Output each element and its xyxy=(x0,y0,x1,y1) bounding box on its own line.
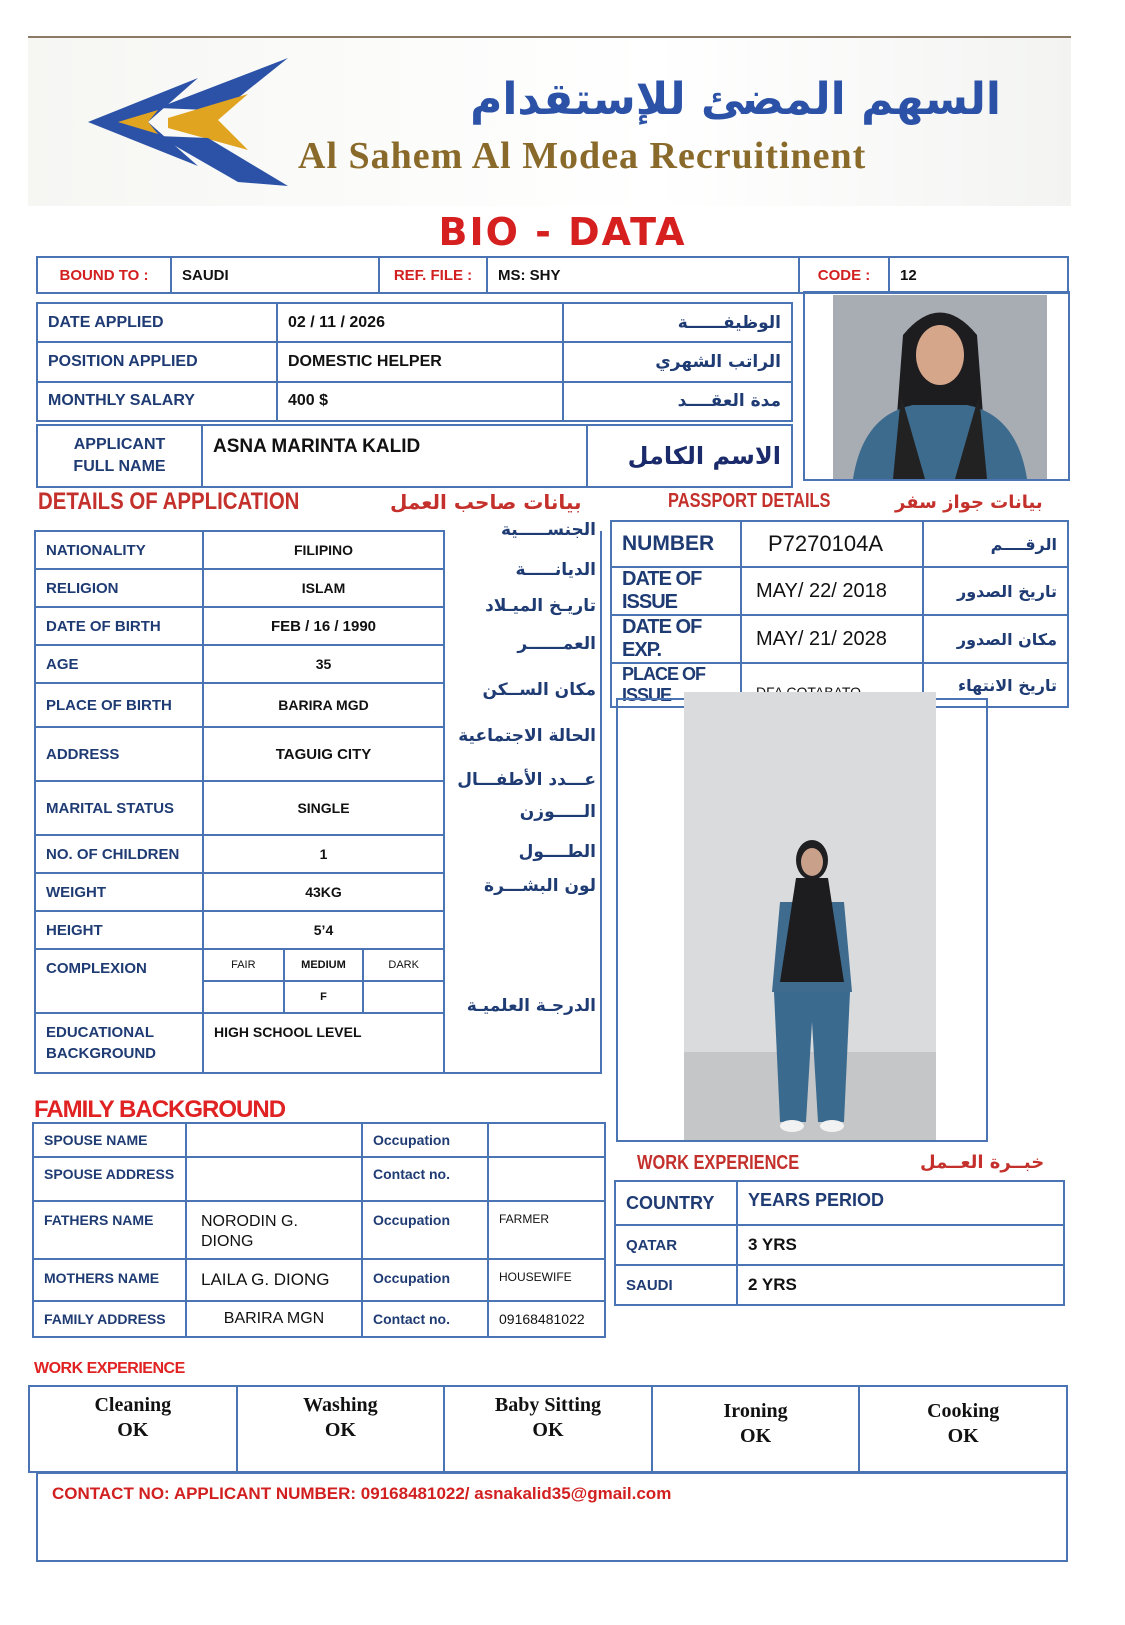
job-label: POSITION APPLIED xyxy=(37,342,277,381)
family-value: BARIRA MGN xyxy=(186,1301,362,1337)
family-label-2: Contact no. xyxy=(362,1157,488,1201)
passport-label: DATE OF EXP. xyxy=(611,615,741,663)
details-label-arabic: تاريـخ الميـلاد xyxy=(485,596,596,616)
applicant-label-line1: APPLICANT xyxy=(73,436,166,453)
skill-name: Cleaning xyxy=(94,1394,172,1416)
person-full-body-icon xyxy=(684,692,936,1140)
work-exp-title: WORK EXPERIENCE xyxy=(637,1152,800,1174)
complexion-option-medium: MEDIUM xyxy=(284,950,364,981)
passport-label: PLACE OF ISSUE xyxy=(611,663,741,707)
family-table xyxy=(32,1122,606,1338)
details-label: NO. OF CHILDREN xyxy=(35,835,203,873)
family-title: FAMILY BACKGROUND xyxy=(34,1096,286,1123)
family-row xyxy=(33,1157,605,1201)
complexion-options xyxy=(203,949,444,1013)
passport-row xyxy=(611,567,1068,615)
family-row xyxy=(33,1301,605,1337)
family-label-2: Occupation xyxy=(362,1259,488,1301)
job-value: DOMESTIC HELPER xyxy=(277,342,563,381)
reference-row xyxy=(36,256,1069,294)
details-label-arabic: العمــــــر xyxy=(517,634,596,654)
skills-table xyxy=(28,1385,1068,1473)
family-label: FATHERS NAME xyxy=(33,1201,186,1259)
skill-status: OK xyxy=(947,1425,979,1447)
job-label-arabic: الوظيفــــــة xyxy=(563,303,792,342)
details-label: WEIGHT xyxy=(35,873,203,911)
job-value: 400 $ xyxy=(277,382,563,421)
education-row xyxy=(35,1013,601,1073)
skill-cell xyxy=(29,1386,237,1472)
skill-status: OK xyxy=(532,1419,564,1441)
details-label: ADDRESS xyxy=(35,727,203,781)
complexion-option-dark: DARK xyxy=(363,950,443,981)
work-exp-title-arabic: خبــرة العــمل xyxy=(920,1152,1045,1173)
details-row xyxy=(35,911,601,949)
job-row xyxy=(37,382,792,421)
work-exp-country: QATAR xyxy=(615,1225,737,1265)
details-value: BARIRA MGD xyxy=(203,683,444,727)
complexion-mark: F xyxy=(284,981,364,1012)
full-body-frame xyxy=(616,698,988,1142)
details-value: 43KG xyxy=(203,873,444,911)
contact-text: CONTACT NO: APPLICANT NUMBER: 09168481022/ asnakalid35@gmail.com xyxy=(52,1484,672,1503)
job-label-arabic: مدة العقــــد xyxy=(563,382,792,421)
work-exp-col-country: COUNTRY xyxy=(615,1181,737,1225)
skill-status: OK xyxy=(117,1419,149,1441)
family-row xyxy=(33,1259,605,1301)
details-value: TAGUIG CITY xyxy=(203,727,444,781)
skill-name: Baby Sitting xyxy=(494,1394,602,1416)
education-label-arabic: الدرجـة العلميـة xyxy=(466,996,596,1016)
family-row xyxy=(33,1201,605,1259)
skill-cell xyxy=(237,1386,445,1472)
details-label-arabic: الحالة الاجتماعية xyxy=(458,726,596,746)
company-name-english: Al Sahem Al Modea Recruitinent xyxy=(298,135,867,177)
passport-title: PASSPORT DETAILS xyxy=(668,490,831,512)
applicant-label-line2: FULL NAME xyxy=(73,458,166,475)
details-title: DETAILS OF APPLICATION xyxy=(38,488,300,515)
passport-label-arabic: مكان الصدور xyxy=(923,615,1068,663)
family-value-2 xyxy=(488,1123,605,1157)
passport-row xyxy=(611,615,1068,663)
details-label-arabic: لون البشـــرة xyxy=(484,876,596,896)
family-label: SPOUSE ADDRESS xyxy=(33,1157,186,1201)
details-label-arabic: الديانـــــة xyxy=(515,560,596,580)
contact-box xyxy=(36,1472,1068,1562)
passport-label-arabic: تاريخ الانتهاء xyxy=(923,663,1068,707)
job-value: 02 / 11 / 2026 xyxy=(277,303,563,342)
full-body-photo xyxy=(684,692,936,1140)
family-row xyxy=(33,1123,605,1157)
family-value-2: FARMER xyxy=(488,1201,605,1259)
headshot-photo xyxy=(833,295,1047,479)
passport-label: NUMBER xyxy=(611,521,741,567)
work-exp-years: 3 YRS xyxy=(737,1225,1064,1265)
company-logo-icon xyxy=(88,58,308,188)
details-value: 1 xyxy=(203,835,444,873)
work-exp-table xyxy=(614,1180,1065,1306)
bound-to-value: SAUDI xyxy=(171,257,379,293)
skill-cell xyxy=(444,1386,652,1472)
details-label: DATE OF BIRTH xyxy=(35,607,203,645)
job-table xyxy=(36,302,793,422)
company-header xyxy=(28,36,1071,206)
passport-table xyxy=(610,520,1069,708)
family-value-2: 09168481022 xyxy=(488,1301,605,1337)
complexion-label: COMPLEXION xyxy=(35,949,203,1013)
family-value xyxy=(186,1157,362,1201)
family-label-2: Occupation xyxy=(362,1123,488,1157)
passport-label-arabic: تاريخ الصدور xyxy=(923,567,1068,615)
job-label-arabic: الراتب الشهري xyxy=(563,342,792,381)
applicant-label xyxy=(37,425,202,487)
passport-label: DATE OF ISSUE xyxy=(611,567,741,615)
job-label: MONTHLY SALARY xyxy=(37,382,277,421)
skills-title: WORK EXPERIENCE xyxy=(34,1360,185,1377)
family-value: NORODIN G. DIONG xyxy=(186,1201,362,1259)
education-label-line2: BACKGROUND xyxy=(46,1045,156,1062)
details-value: ISLAM xyxy=(203,569,444,607)
work-exp-country: SAUDI xyxy=(615,1265,737,1305)
details-label: AGE xyxy=(35,645,203,683)
skill-cell xyxy=(859,1386,1067,1472)
work-exp-row xyxy=(615,1225,1064,1265)
skill-name: Washing xyxy=(303,1394,378,1416)
applicant-name: ASNA MARINTA KALID xyxy=(202,425,587,487)
family-value: LAILA G. DIONG xyxy=(186,1259,362,1301)
family-value-2: HOUSEWIFE xyxy=(488,1259,605,1301)
details-title-arabic: بيانات صاحب العمل xyxy=(390,490,582,514)
work-exp-col-years: YEARS PERIOD xyxy=(737,1181,1064,1225)
family-label: FAMILY ADDRESS xyxy=(33,1301,186,1337)
details-value: 35 xyxy=(203,645,444,683)
passport-row xyxy=(611,521,1068,567)
skill-name: Cooking xyxy=(927,1400,1000,1422)
passport-issue-date: MAY/ 22/ 2018 xyxy=(741,567,923,615)
details-label-arabic-weight: الـــــوزن xyxy=(519,802,596,822)
family-label-2: Occupation xyxy=(362,1201,488,1259)
details-value: 5’4 xyxy=(203,911,444,949)
ref-file-label: REF. FILE : xyxy=(379,257,487,293)
family-value-2 xyxy=(488,1157,605,1201)
company-name-arabic: السهم المضئ للإستقدام xyxy=(470,74,1001,125)
family-value xyxy=(186,1123,362,1157)
applicant-label-arabic: الاسم الكامل xyxy=(587,425,792,487)
passport-title-arabic: بيانات جواز سفر xyxy=(895,492,1043,513)
details-label-arabic: مكان الســكن xyxy=(482,680,596,700)
details-label: MARITAL STATUS xyxy=(35,781,203,835)
details-value: FILIPINO xyxy=(203,531,444,569)
family-label-2: Contact no. xyxy=(362,1301,488,1337)
passport-number: P7270104A xyxy=(741,521,923,567)
skill-status: OK xyxy=(324,1419,356,1441)
work-exp-row xyxy=(615,1265,1064,1305)
job-label: DATE APPLIED xyxy=(37,303,277,342)
education-value: HIGH SCHOOL LEVEL xyxy=(203,1013,444,1073)
skill-cell xyxy=(652,1386,860,1472)
details-value: SINGLE xyxy=(203,781,444,835)
family-label: SPOUSE NAME xyxy=(33,1123,186,1157)
work-exp-years: 2 YRS xyxy=(737,1265,1064,1305)
passport-label-arabic: الرقــــم xyxy=(923,521,1068,567)
education-label-line1: EDUCATIONAL xyxy=(46,1024,155,1041)
headshot-frame xyxy=(803,291,1070,481)
skill-status: OK xyxy=(740,1425,772,1447)
complexion-option-fair: FAIR xyxy=(204,950,284,981)
bound-to-label: BOUND TO : xyxy=(37,257,171,293)
details-label-arabic: الطــــول xyxy=(518,842,596,862)
education-label xyxy=(35,1013,203,1073)
code-label: CODE : xyxy=(799,257,889,293)
skill-name: Ironing xyxy=(723,1400,788,1422)
ref-file-value: MS: SHY xyxy=(487,257,799,293)
job-row xyxy=(37,303,792,342)
details-label: HEIGHT xyxy=(35,911,203,949)
document-title: BIO - DATA xyxy=(438,210,687,254)
details-label-arabic: عـــدد الأطفـــال xyxy=(457,770,596,790)
details-value: FEB / 16 / 1990 xyxy=(203,607,444,645)
details-label-arabic: الجنســـــية xyxy=(500,520,596,540)
family-label: MOTHERS NAME xyxy=(33,1259,186,1301)
details-ar-col xyxy=(444,520,596,916)
passport-expiry-date: MAY/ 21/ 2028 xyxy=(741,615,923,663)
work-exp-header xyxy=(615,1181,1064,1225)
applicant-name-table xyxy=(36,424,793,488)
details-label: RELIGION xyxy=(35,569,203,607)
details-label: NATIONALITY xyxy=(35,531,203,569)
details-label: PLACE OF BIRTH xyxy=(35,683,203,727)
code-value: 12 xyxy=(889,257,1068,293)
person-headshot-icon xyxy=(833,295,1047,479)
job-row xyxy=(37,342,792,381)
